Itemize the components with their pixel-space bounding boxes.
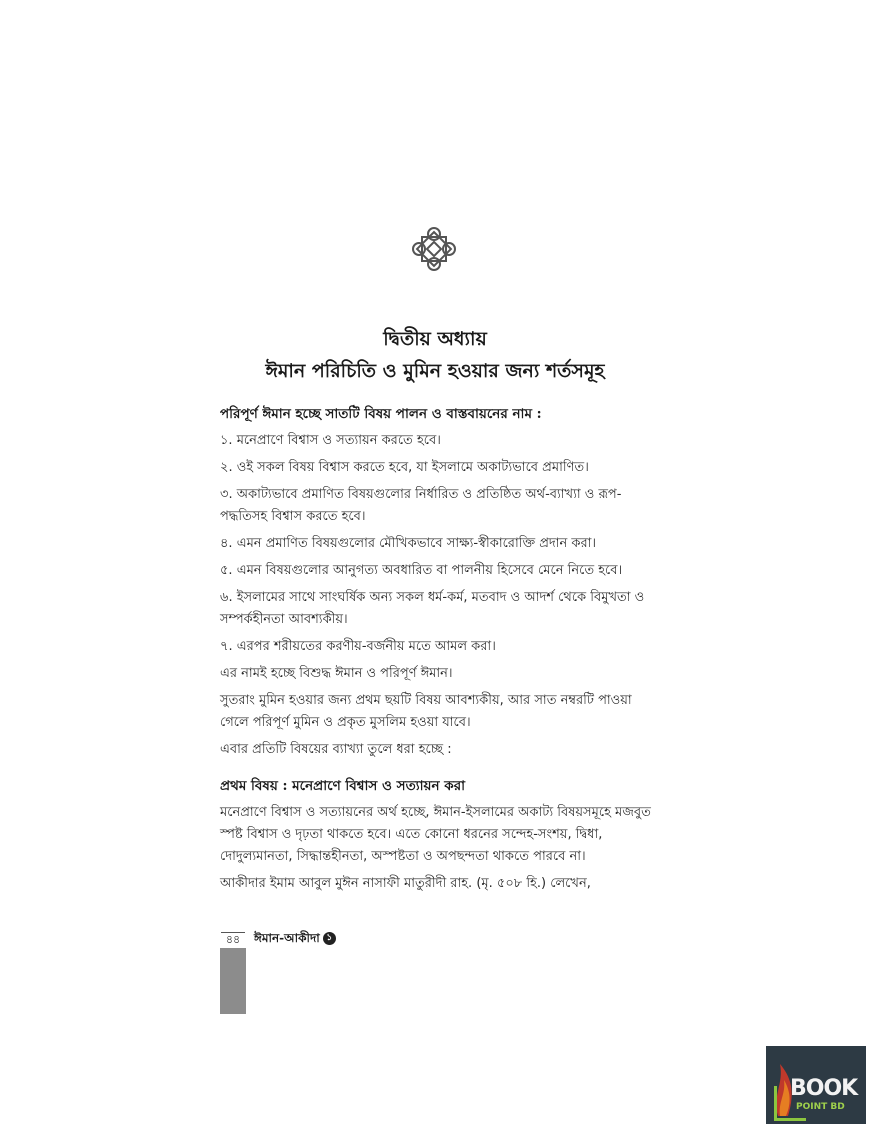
list-item: ৫. এমন বিষয়গুলোর আনুগত্য অবধারিত বা পালনীয় হিসেবে মেনে নিতে হবে। <box>220 563 623 578</box>
list-item: ৭. এরপর শরীয়তের করণীয়-বর্জনীয় মতে আমল করা। <box>220 639 496 654</box>
paragraph: এবার প্রতিটি বিষয়ের ব্যাখ্যা তুলে ধরা হচ্ছে : <box>220 742 452 757</box>
list-item: ২. ওই সকল বিষয় বিশ্বাস করতে হবে, যা ইসলামে অকাট্যভাবে প্রমাণিত। <box>220 460 589 475</box>
logo-subtext: POINT BD <box>796 1102 845 1112</box>
page-number: ৪৪ <box>221 932 245 947</box>
list-item: ৪. এমন প্রমাণিত বিষয়গুলোর মৌখিকভাবে সাক্ষ্য-স্বীকারোক্তি প্রদান করা। <box>220 536 597 551</box>
book-title: ঈমান-আকীদা <box>254 931 320 945</box>
chapter-title: ঈমান পরিচিতি ও মুমিন হওয়ার জন্য শর্তসমূহ <box>265 360 605 382</box>
running-footer <box>254 930 336 950</box>
section-heading: পরিপূর্ণ ঈমান হচ্ছে সাতটি বিষয় পালন ও বাস্তবায়নের নাম : <box>220 406 542 422</box>
logo-text: BOOK <box>790 1076 858 1101</box>
paragraph: মনেপ্রাণে বিশ্বাস ও সত্যায়নের অর্থ হচ্ছে, ঈমান-ইসলামের অকাট্য বিষয়সমূহে মজবুত স্পষ্ট বিশ্বাস ও দৃঢ়তা থাকতে হবে। এতে কোনো ধরনের সন্দেহ-সংশয়, দ্বিধা, দোদুল্যমানতা, সিদ্ধান্তহীনতা, অস্পষ্টতা ও অপছন্দতা থাকতে পারবে না। <box>220 805 651 864</box>
bookpoint-logo <box>766 1046 866 1124</box>
volume-badge: ১ <box>323 932 336 945</box>
paragraph: সুতরাং মুমিন হওয়ার জন্য প্রথম ছয়টি বিষয় আবশ্যকীয়, আর সাত নম্বরটি পাওয়া গেলে পরিপূর্ণ মুমিন ও প্রকৃত মুসলিম হওয়া যাবে। <box>220 693 632 730</box>
paragraph: এর নামই হচ্ছে বিশুদ্ধ ঈমান ও পরিপূর্ণ ঈমান। <box>220 666 453 681</box>
page-tab-bar <box>220 948 246 1014</box>
list-item: ৩. অকাট্যভাবে প্রমাণিত বিষয়গুলোর নির্ধারিত ও প্রতিষ্ঠিত অর্থ-ব্যাখ্যা ও রূপ-পদ্ধতিসহ বিশ্বাস করতে হবে। <box>220 487 622 524</box>
page-body <box>220 404 652 900</box>
chapter-label: দ্বিতীয় অধ্যায় <box>383 328 487 350</box>
list-item: ৬. ইসলামের সাথে সাংঘর্ষিক অন্য সকল ধর্ম-কর্ম, মতবাদ ও আদর্শ থেকে বিমুখতা ও সম্পর্কহীনতা আবশ্যকীয়। <box>220 590 645 627</box>
flower-ornament-icon <box>410 225 458 273</box>
paragraph: আকীদার ইমাম আবুল মুঈন নাসাফী মাতুরীদী রাহ. (মৃ. ৫০৮ হি.) লেখেন, <box>220 876 591 891</box>
section-heading: প্রথম বিষয় : মনেপ্রাণে বিশ্বাস ও সত্যায়ন করা <box>220 778 466 794</box>
list-item: ১. মনেপ্রাণে বিশ্বাস ও সত্যায়ন করতে হবে। <box>220 433 441 448</box>
